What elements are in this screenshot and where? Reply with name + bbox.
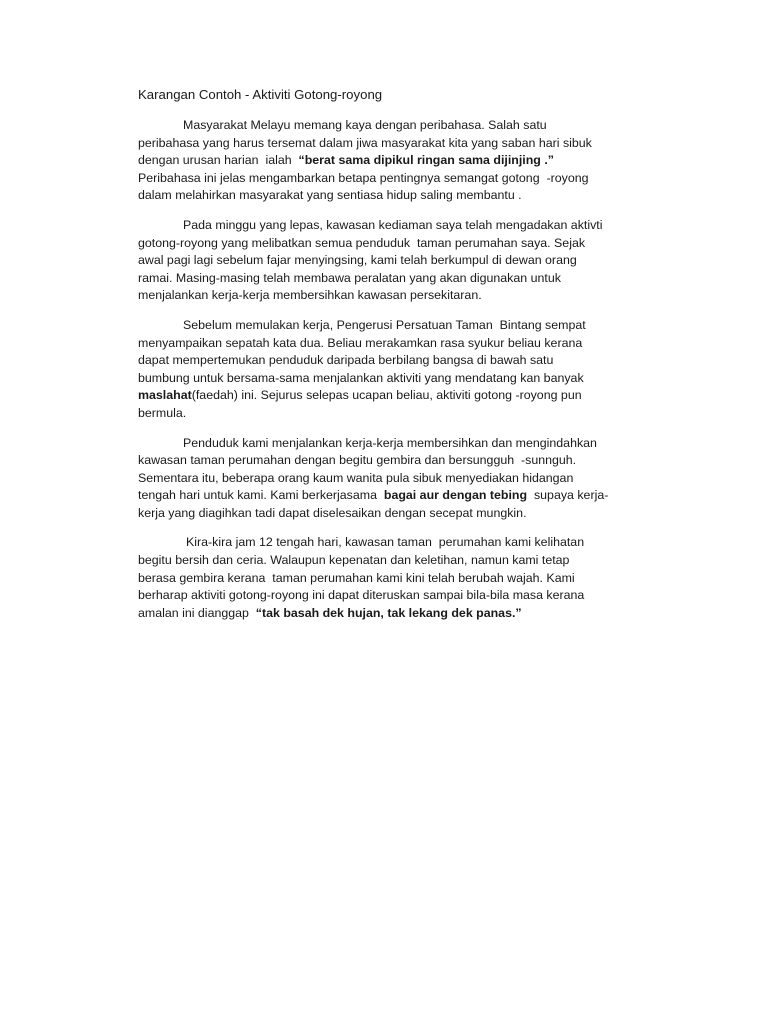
emphasis-phrase: maslahat [138,388,192,403]
text-line [138,187,630,205]
emphasis-phrase: “berat sama dipikul ringan sama dijinjing .” [298,153,554,168]
paragraph [138,534,630,622]
paragraph [138,317,630,423]
text-run: gotong-royong yang melibatkan semua penduduk taman perumahan saya. Sejak [138,235,586,250]
text-line [138,135,630,153]
text-line [138,170,630,188]
text-line [138,487,630,505]
text-run: berharap aktiviti gotong-royong ini dapat diteruskan sampai bila-bila masa kerana [138,588,585,603]
text-run: Kira-kira jam 12 tengah hari, kawasan taman perumahan kami kelihatan [186,535,585,550]
text-line [138,335,630,353]
text-line [138,605,630,623]
text-run: dengan urusan harian ialah [138,153,299,168]
text-run: (faedah) ini. Sejurus selepas ucapan beliau, aktiviti gotong -royong pun [191,388,582,403]
text-run: Masyarakat Melayu memang kaya dengan peribahasa. Salah satu [183,118,547,132]
text-run: Peribahasa ini jelas mengambarkan betapa pentingnya semangat gotong -royong [138,170,589,185]
paragraph [138,117,630,205]
text-line [138,570,630,588]
document-page [138,86,630,634]
text-line [138,587,630,605]
text-run: menjalankan kerja-kerja membersihkan kawasan persekitaran. [138,288,482,303]
text-line [138,370,630,388]
text-line [138,270,630,288]
text-run: Sebelum memulakan kerja, Pengerusi Persatuan Taman Bintang sempat [183,317,586,332]
text-run: menyampaikan sepatah kata dua. Beliau merakamkan rasa syukur beliau kerana [138,335,583,350]
text-line [138,317,630,335]
document-body [138,117,630,622]
text-line [138,552,630,570]
text-line [138,235,630,253]
text-run: Pada minggu yang lepas, kawasan kediaman saya telah mengadakan aktivti [183,217,603,232]
text-line [138,252,630,270]
text-run: peribahasa yang harus tersemat dalam jiwa masyarakat kita yang saban hari sibuk [138,135,592,150]
text-run: tengah hari untuk kami. Kami berkerjasama [138,488,384,503]
text-run: supaya kerja- [527,488,609,503]
text-line [138,287,630,305]
text-run: Penduduk kami menjalankan kerja-kerja membersihkan dan mengindahkan [183,435,597,450]
text-line [138,534,630,552]
paragraph [138,435,630,523]
text-run: amalan ini dianggap [138,605,256,620]
emphasis-phrase: “tak basah dek hujan, tak lekang dek panas.” [255,605,522,620]
text-run: awal pagi lagi sebelum fajar menyingsing, kami telah berkumpul di dewan orang [138,253,577,268]
text-run: berasa gembira kerana taman perumahan kami kini telah berubah wajah. Kami [138,570,575,585]
text-run: bermula. [138,405,187,420]
text-run: dalam melahirkan masyarakat yang sentiasa hidup saling membantu . [138,188,522,203]
text-run: kerja yang diagihkan tadi dapat diselesaikan dengan secepat mungkin. [138,505,527,520]
text-line [138,117,630,135]
paragraph [138,217,630,305]
text-run: begitu bersih dan ceria. Walaupun kepenatan dan keletihan, namun kami tetap [138,553,570,568]
text-line [138,505,630,523]
text-run: kawasan taman perumahan dengan begitu gembira dan bersungguh -sunnguh. [138,453,577,468]
document-title: Karangan Contoh - Aktiviti Gotong-royong [138,87,383,102]
text-line [138,470,630,488]
text-run: Sementara itu, beberapa orang kaum wanita pula sibuk menyediakan hidangan [138,470,574,485]
text-line [138,217,630,235]
text-line [138,405,630,423]
text-run: dapat mempertemukan penduduk daripada berbilang bangsa di bawah satu [138,353,554,368]
text-line [138,352,630,370]
text-line [138,152,630,170]
text-line [138,435,630,453]
text-line [138,452,630,470]
text-line [138,387,630,405]
emphasis-phrase: bagai aur dengan tebing [383,488,528,503]
text-run: ramai. Masing-masing telah membawa peralatan yang akan digunakan untuk [138,270,561,285]
text-run: bumbung untuk bersama-sama menjalankan aktiviti yang mendatang kan banyak [138,370,584,385]
